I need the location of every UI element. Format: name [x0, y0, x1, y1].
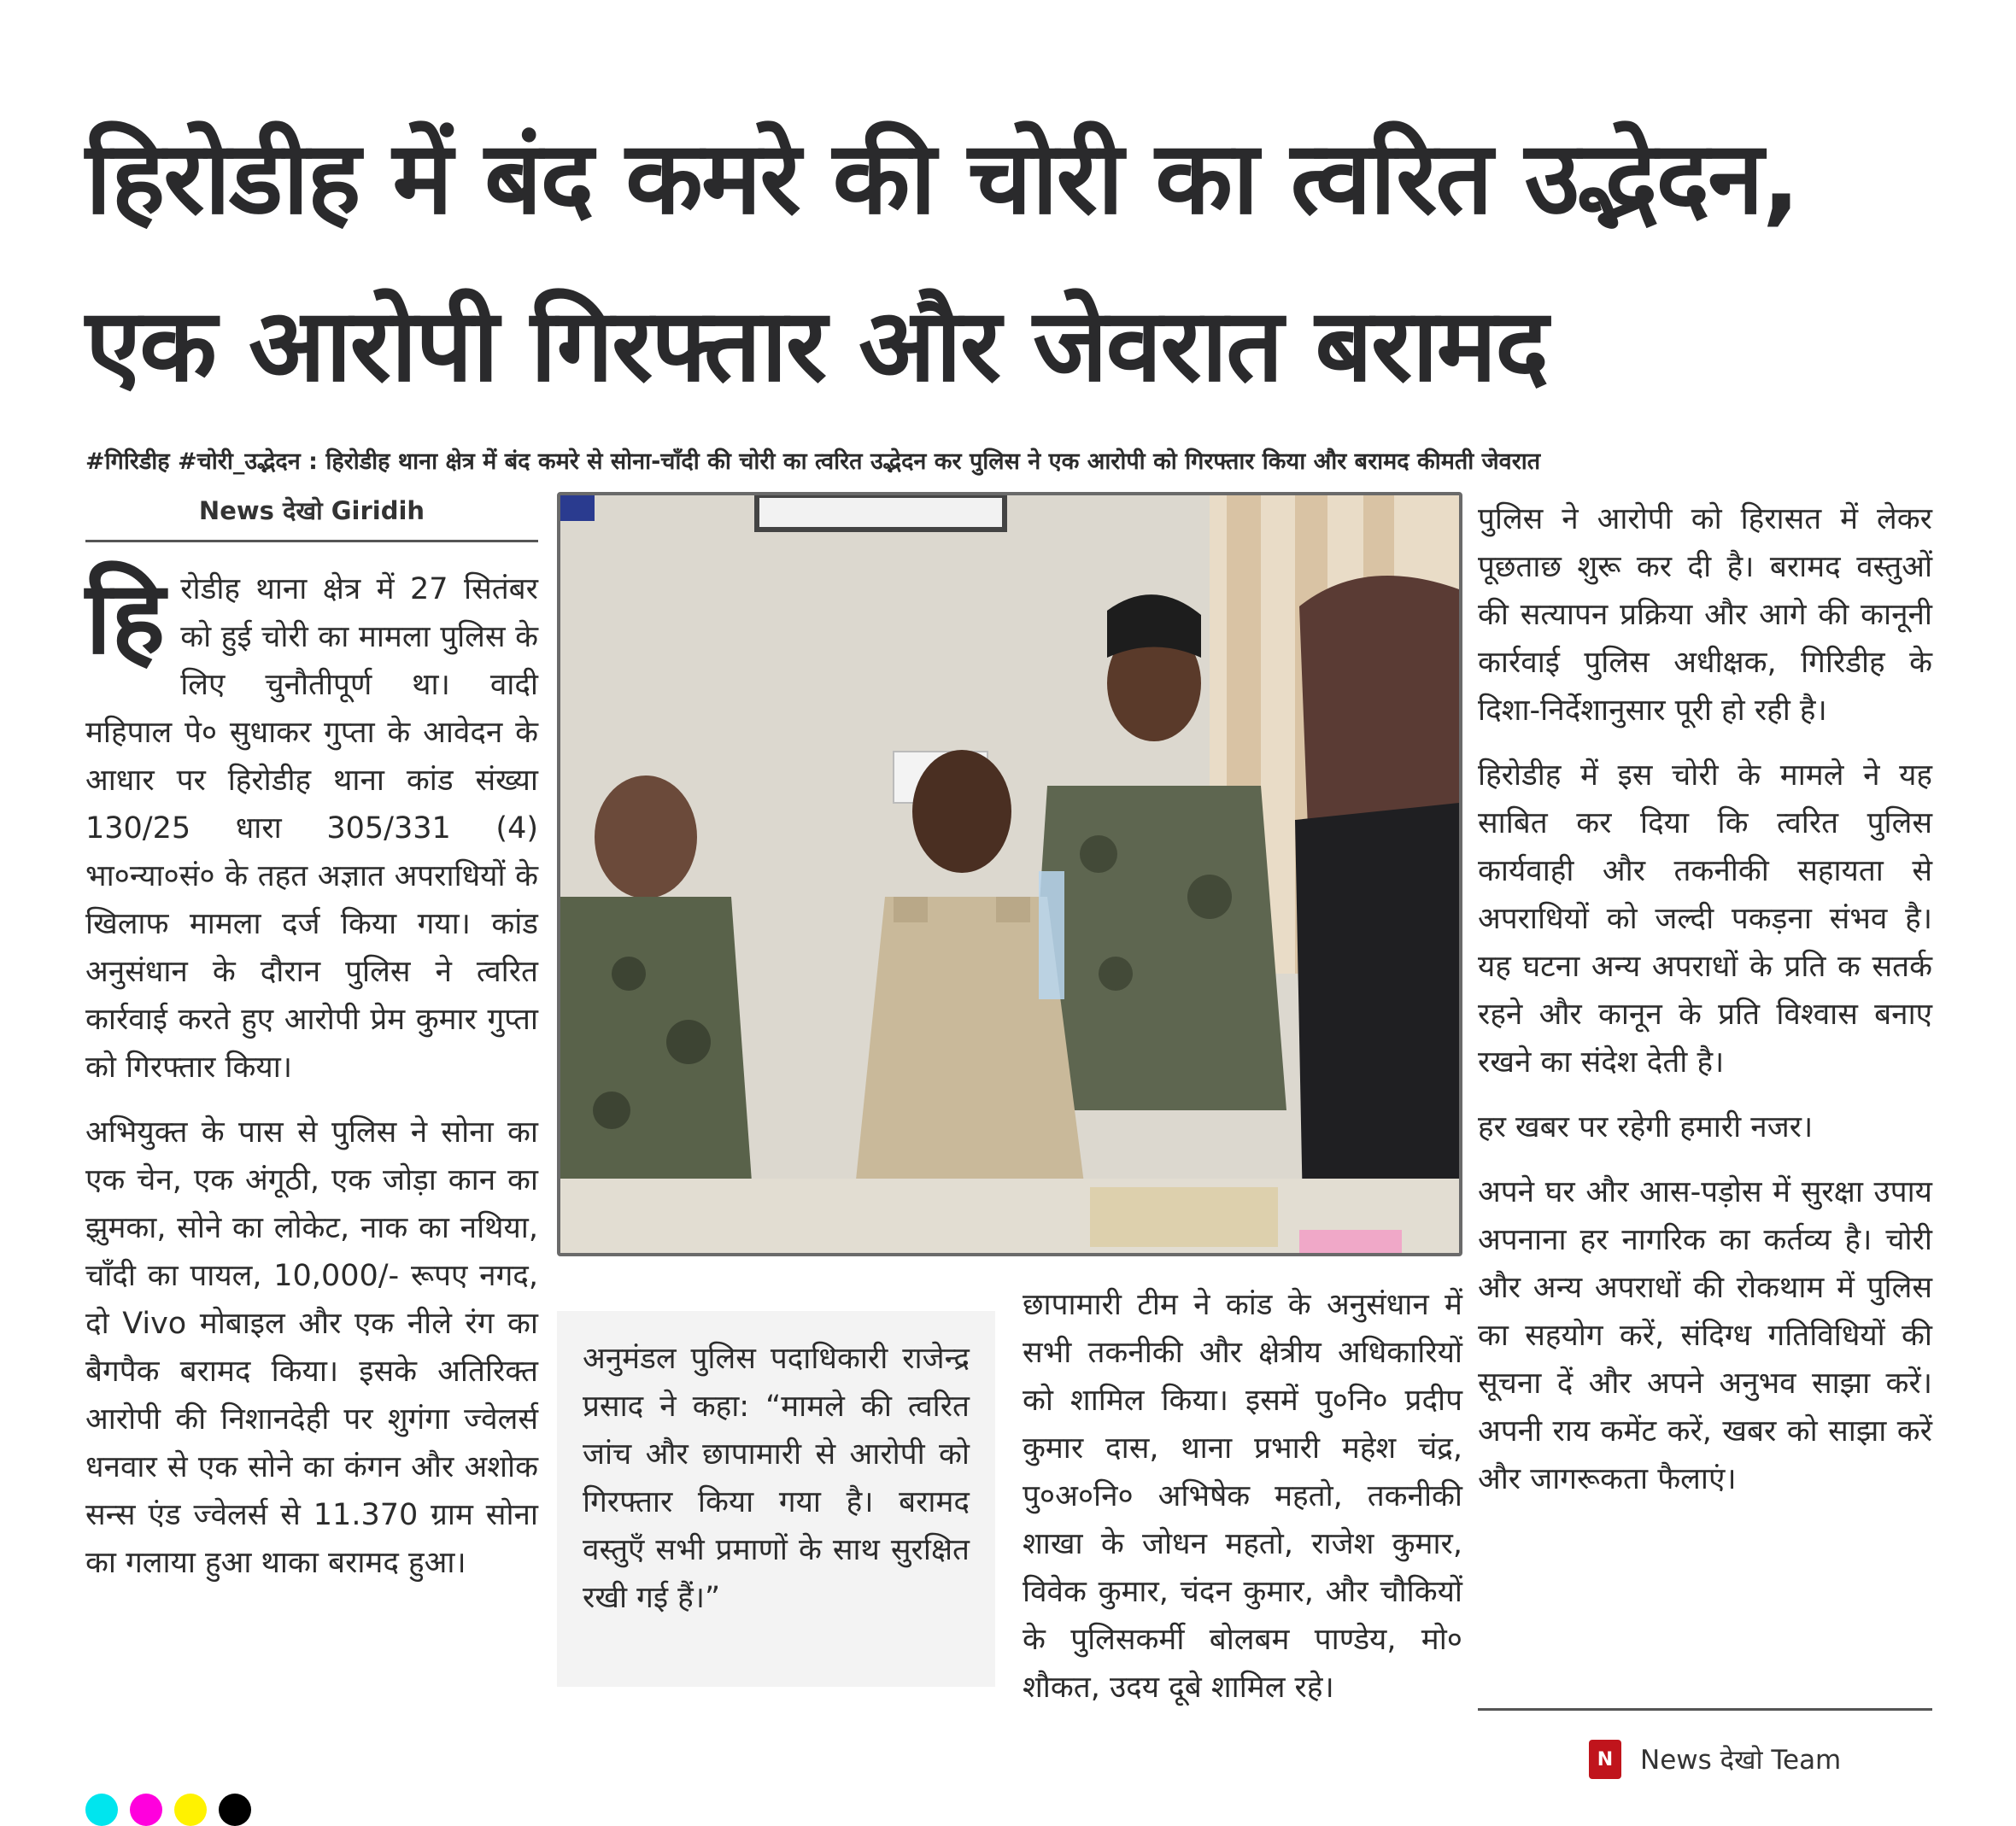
paragraph-7: अपने घर और आस-पड़ोस में सुरक्षा उपाय अपनाना हर नागरिक का कर्तव्य है। चोरी और अन्य अपराधों की रोकथाम में पुलिस का सहयोग करें, संदिग्ध गतिविधियों की सूचना दें और अपने अनुभव साझा करें। अपनी राय कमेंट करें, खबर को साझा करें और जागरूकता फैलाएं।	[1478, 1175, 1932, 1496]
headline-line-1: हिरोडीह में बंद कमरे की चोरी का त्वरित उद्भेदन,	[85, 119, 1799, 237]
quote-text: अनुमंडल पुलिस पदाधिकारी राजेन्द्र प्रसाद ने कहा: “मामले की त्वरित जांच और छापामारी से आरोपी को गिरफ्तार किया गया है। बरामद वस्तुएँ सभी प्रमाणों के साथ सुरक्षित रखी गई हैं।”	[583, 1342, 970, 1615]
team-credit	[1589, 1737, 1841, 1782]
paragraph-6: हर खबर पर रहेगी हमारी नजर।	[1478, 1110, 1814, 1144]
column-4	[1478, 495, 1932, 1520]
registration-mark-cyan	[85, 1794, 118, 1826]
team-label: News देखो Team	[1640, 1745, 1842, 1776]
registration-mark-yellow	[174, 1794, 207, 1826]
byline: News देखो Giridih	[198, 496, 425, 525]
registration-mark-black	[219, 1794, 251, 1826]
news-dekho-logo-icon: N	[1589, 1740, 1621, 1779]
paragraph-2: अभियुक्त के पास से पुलिस ने सोना का एक चेन, एक अंगूठी, एक जोड़ा कान का झुमका, सोने का लोकेट, नाक का नथिया, चाँदी का पायल, 10,000/- रूपए नगद, दो Vivo मोबाइल और एक नीले रंग का बैगपैक बरामद किया। इसके अतिरिक्त आरोपी की निशानदेही पर शुगंगा ज्वेलर्स धनवार से एक सोने का कंगन और अशोक सन्स एंड ज्वेलर्स से 11.370 ग्राम सोना का गलाया हुआ थाका बरामद हुआ।	[85, 1115, 538, 1580]
paragraph-1	[85, 559, 538, 1092]
news-photo	[557, 492, 1462, 1256]
paragraph-4: पुलिस ने आरोपी को हिरासत में लेकर पूछताछ शुरू कर दी है। बरामद वस्तुओं की सत्यापन प्रक्रिया और आगे की कानूनी कार्रवाई पुलिस अधीक्षक, गिरिडीह के दिशा-निर्देशानुसार पूरी हो रही है।	[1478, 502, 1932, 728]
headline	[85, 94, 1948, 429]
column-1	[85, 559, 538, 1604]
article-end-divider	[1478, 1708, 1932, 1711]
paragraph-3: छापामारी टीम ने कांड के अनुसंधान में सभी तकनीकी और क्षेत्रीय अधिकारियों को शामिल किया। इसमें पु०नि० प्रदीप कुमार दास, थाना प्रभारी महेश चंद्र, पु०अ०नि० अभिषेक महतो, तकनीकी शाखा के जोधन महतो, राजेश कुमार, विवेक कुमार, चंदन कुमार, और चौकियों के पुलिसकर्मी बोलबम पाण्डेय, मो० शौकत, उदय दूबे शामिल रहे।	[1023, 1288, 1462, 1705]
headline-line-2: एक आरोपी गिरफ्तार और जेवरात बरामद	[85, 286, 1547, 404]
byline-divider	[85, 540, 538, 542]
police-press-photo-illustration	[560, 495, 1459, 1253]
column-3	[1023, 1281, 1462, 1712]
paragraph-1-text: रोडीह थाना क्षेत्र में 27 सितंबर को हुई चोरी का मामला पुलिस के लिए चुनौतीपूर्ण था। वादी महिपाल पे० सुधाकर गुप्ता के आवेदन के आधार पर हिरोडीह थाना कांड संख्या 130/25 धारा 305/331 (4) भा०न्या०सं० के तहत अज्ञात अपराधियों के खिलाफ मामला दर्ज किया गया। कांड अनुसंधान के दौरान पुलिस ने त्वरित कार्रवाई करते हुए आरोपी प्रेम कुमार गुप्ता को गिरफ्तार किया।	[85, 572, 538, 1085]
pull-quote	[557, 1311, 995, 1687]
dropcap: हि	[85, 559, 166, 676]
registration-mark-magenta	[130, 1794, 162, 1826]
subheadline: #गिरिडीह #चोरी_उद्भेदन : हिरोडीह थाना क्षेत्र में बंद कमरे से सोना-चाँदी की चोरी का त्वरित उद्भेदन कर पुलिस ने एक आरोपी को गिरफ्तार किया और बरामद कीमती जेवरात	[85, 448, 1541, 475]
paragraph-5: हिरोडीह में इस चोरी के मामले ने यह साबित कर दिया कि त्वरित पुलिस कार्यवाही और तकनीकी सहायता से अपराधियों को जल्दी पकड़ना संभव है। यह घटना अन्य अपराधों के प्रति क सतर्क रहने और कानून के प्रति विश्वास बनाए रखने का संदेश देती है।	[1478, 758, 1932, 1080]
